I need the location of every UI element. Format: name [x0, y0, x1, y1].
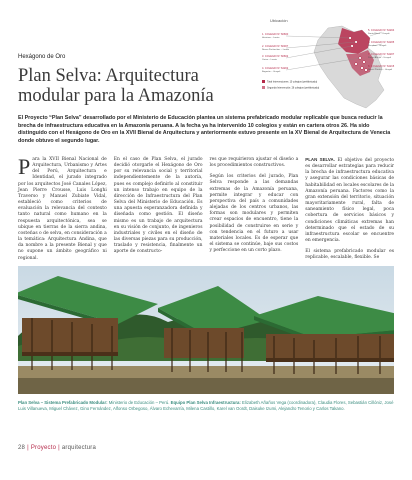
column-1-text: ara la XVII Bienal Nacional de Arquitectura, Urbanismo y Artes del Perú, Arquitectura e Identidad, el jurado integrado por los arquitectos José Canales López, Jean Pierre Crousse, Luis Longhi Traverso y Manuel Zubiate Vidal, estableció como criterios de evaluación la relevancia del contexto tanto natural como humano en la respuesta arquitectónica, sea se ubique en tierras de la sierra andina, costeñas o de selva, en consideración a la temática: Arquitectura Andina, que da nombre a la presente Bienal y que no supone un ámbito geográfico ni regional.	[18, 157, 107, 261]
map-label-7-place: Puerto Alegre – Ucayali	[368, 57, 391, 59]
map-label-4-name: 4. COLEGIO Nº 64202	[262, 67, 289, 70]
column-3-p2: Según los criterios del jurado, Plan Selva responde a las demandas extremas de la Amazonía peruana, permite integrar y educar con perspectiva del país a comunidades alejadas de los centros urbanos, las formas son modulares y permiten crear espacios de encuentro, tiene la posibilidad de construirse en serie y con tendencia en el futuro a usar materiales locales. Es de esperar que el sistema se continúe, baje sus costos y perfeccione en un corto plazo.	[209, 174, 299, 254]
footer-brand: Proyecto	[30, 445, 57, 451]
map-label-2-place: Nuevo Pachacútec – Loreto	[262, 49, 289, 51]
column-2	[114, 157, 203, 267]
footer-separator: |	[27, 445, 29, 451]
school-photo	[18, 266, 394, 394]
map-label-6-place: Sheshea – Ucayali	[368, 45, 387, 47]
map-legend-1: Total Intervenciones: 10 colegios (prefabricado)	[267, 80, 318, 84]
column-1	[18, 154, 107, 267]
credits-label-1: Plan Selva – Sistema Prefabricado Modular:	[18, 400, 108, 405]
map-label-3-place: Yarina – Loreto	[262, 59, 277, 61]
map-label-1-name: 1. COLEGIO Nº 60600	[262, 33, 289, 36]
page-footer	[18, 445, 96, 451]
photo-credits	[18, 400, 394, 412]
map-label-8-name: 8. COLEGIO Nº 64215	[368, 65, 395, 68]
footer-section: arquitectura	[61, 445, 96, 451]
location-map	[258, 24, 404, 112]
column-4	[305, 157, 394, 267]
dropcap: P	[18, 154, 31, 179]
column-2-text: En el caso de Plan Selva, el jurado decidió otorgarle el Hexágono de Oro por su relevancia social y territorial independientemente de la autoría, pues es complejo definirlo al constituir un intenso trabajo en equipo de la dirección de Infraestructura del Plan Selva del Ministerio de Educación. Es una apuesta esperanzadora definida y diseñada como gestión. El diseño mismo es un trabajo de arquitectura en su visión de conjunto, de ingenieros industriales y civiles en el diseño de las diversas piezas para su producción, traslado y resistencia, finalmente un aporte de constructo-	[113, 157, 203, 255]
credits-text-2: Elizabeth Añaños Vega (coordinadora), Claudia Flores, Sebastián Cillóniz, José Luis Villanueva, Miguel Chávez, Gino Fernández, Alfonso Orbegoso, Álvaro Echevarría, Milena Castillo, Karel van Oordt, Daisuke Izumi, Alejandro Tenorio y Carlos Takano.	[18, 400, 394, 411]
map-legend	[262, 80, 319, 90]
credits-label-2: Equipo Plan Selva Infraestructura:	[169, 400, 241, 405]
map-legend-2: Segunda Intervención: 26 colegios (prefabricado)	[267, 86, 320, 90]
footer-separator: |	[58, 445, 60, 451]
lead-paragraph: El Proyecto “Plan Selva” desarrollado por el Ministerio de Educación plantea un sistema prefabricado modular replicable que busca reducir la brecha de infraestructura educativa en la Amazonía peruana. A la fecha ya ha intervenido 10 colegios y están en cartera otros 26. Ha sido distinguido con el Hexágono de Oro en la XVII Bienal de Arquitectura y anteriormente estuvo presente en la XV Bienal de Arquitectura de Venecia donde obtuvo el segundo lugar.	[18, 115, 391, 144]
column-4-label: PLAN SELVA.	[305, 157, 335, 162]
map-label-3-name: 3. COLEGIO Nº 60602	[262, 55, 289, 58]
column-4-p2: El sistema prefabricado modular es replicable, escalable, flexible. Se	[305, 249, 394, 261]
map-label-4-place: Bagazán – Ucayali	[262, 71, 281, 73]
column-3-p1: res que requirieron ajustar el diseño a los procedimientos constructivos.	[209, 157, 299, 169]
map-label-5-name: 5. COLEGIO Nº 64204	[368, 29, 395, 32]
column-4-p1: El objetivo del proyecto es desarrollar estrategias para reducir la brecha de infraestructura educativa y asegurar las condiciones básicas de habitabilidad en locales escolares de la Amazonía peruana. Factores como la gran extensión del territorio, situación mayoritariamente rural, falta de saneamiento físico legal, poca cobertura de servicios básicos y condiciones climáticas extremas han determinado que el estado de su infraestructura escolar se encuentre en emergencia.	[305, 158, 394, 244]
kicker: Hexágono de Oro	[18, 54, 66, 60]
body-columns	[18, 154, 394, 267]
map-label-7-name: 7. COLEGIO Nº 64207	[368, 53, 395, 56]
map-label-6-name: 6. COLEGIO Nº 64205	[368, 41, 395, 44]
credits-text-1: Ministerio de Educación – Perú.	[107, 400, 170, 405]
map-label-2-name: 2. COLEGIO Nº 60307	[262, 45, 289, 48]
page-number: 28	[18, 445, 26, 451]
column-3	[210, 157, 299, 267]
map-label-1-place: Huiririma – Loreto	[262, 37, 280, 39]
map-caption: Ubicación	[270, 18, 288, 23]
map-label-8-place: Nuevo Paraíso – Ucayali	[368, 69, 393, 71]
page-title: Plan Selva: Arquitectura modular para la Amazonía	[18, 66, 214, 106]
map-label-5-place: Santa Elena – Ucayali	[368, 33, 390, 35]
